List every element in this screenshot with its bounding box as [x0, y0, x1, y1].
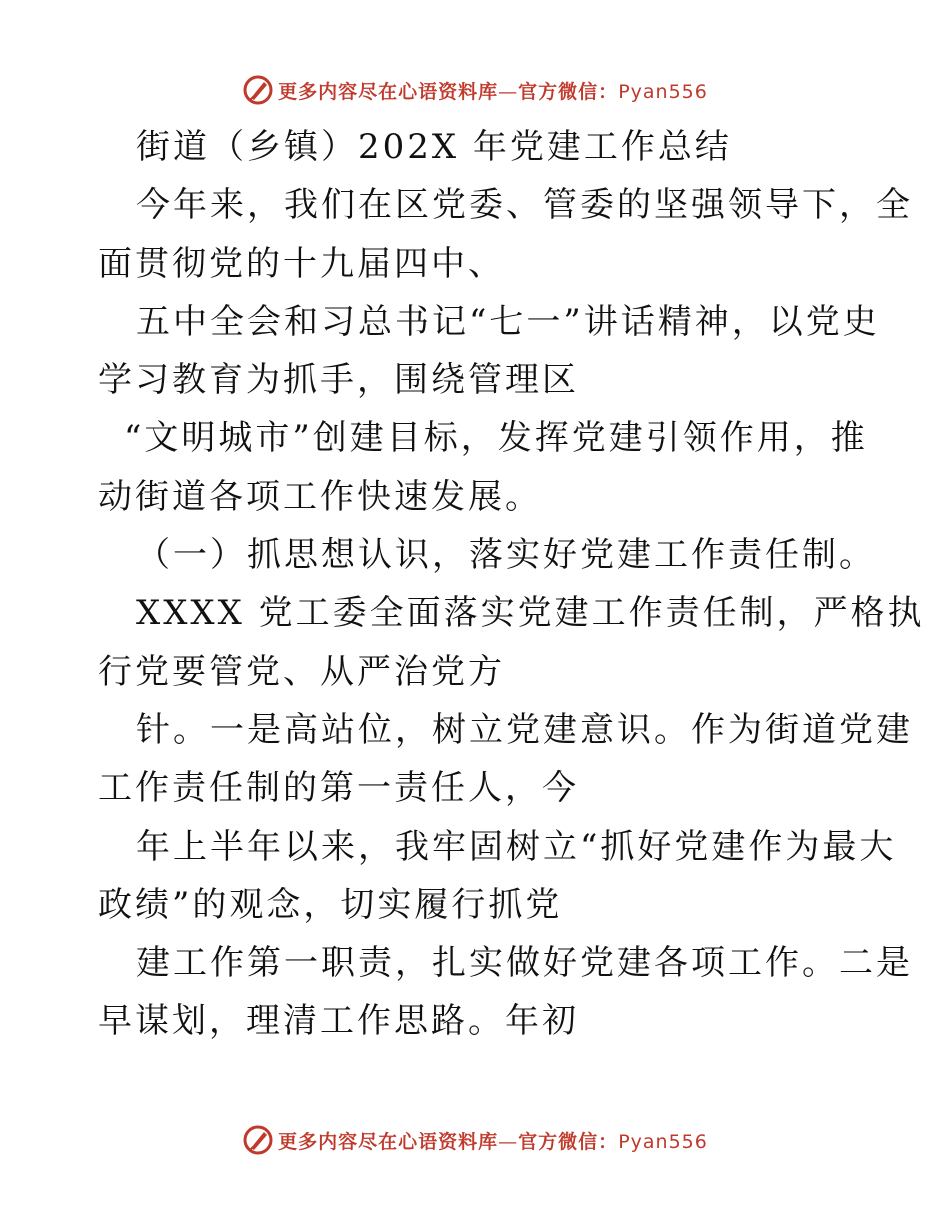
- quill-logo-icon: [242, 74, 274, 106]
- section-heading: （一）抓思想认识，落实好党建工作责任制。: [136, 535, 876, 576]
- paragraph-line: 行党要管党、从严治党方: [98, 651, 505, 692]
- paragraph-line: 建工作第一职责，扎实做好党建各项工作。二是: [136, 943, 913, 984]
- paragraph-line: 动街道各项工作快速发展。: [98, 476, 542, 517]
- quill-logo-icon: [242, 1124, 274, 1156]
- paragraph-line: 年上半年以来，我牢固树立“抓好党建作为最大: [136, 826, 897, 867]
- paragraph-line: 工作责任制的第一责任人，今: [98, 768, 579, 809]
- paragraph-line: 针。一是高站位，树立党建意识。作为街道党建: [136, 709, 913, 750]
- document-title: 街道（乡镇）202X 年党建工作总结: [136, 127, 732, 167]
- paragraph-line: 今年来，我们在区党委、管委的坚强领导下，全: [136, 185, 913, 226]
- paragraph-line: “文明城市”创建目标，发挥党建引领作用，推: [124, 418, 868, 459]
- paragraph-line: 学习教育为抓手，围绕管理区: [98, 360, 579, 401]
- paragraph-line: 政绩”的观念，切实履行抓党: [98, 884, 563, 925]
- footer-banner-text: 更多内容尽在心语资料库—官方微信：Pyan556: [278, 1130, 708, 1153]
- paragraph-line: 五中全会和习总书记“七一”讲话精神，以党史: [136, 301, 880, 342]
- header-watermark-banner: [0, 70, 950, 110]
- paragraph-line: 早谋划，理清工作思路。年初: [98, 1001, 579, 1042]
- header-banner-text: 更多内容尽在心语资料库—官方微信：Pyan556: [278, 80, 708, 103]
- footer-watermark-banner: [0, 1120, 950, 1160]
- paragraph-line: XXXX 党工委全面落实党建工作责任制，严格执: [136, 593, 925, 634]
- document-body: [98, 118, 925, 1051]
- paragraph-line: 面贯彻党的十九届四中、: [98, 243, 505, 284]
